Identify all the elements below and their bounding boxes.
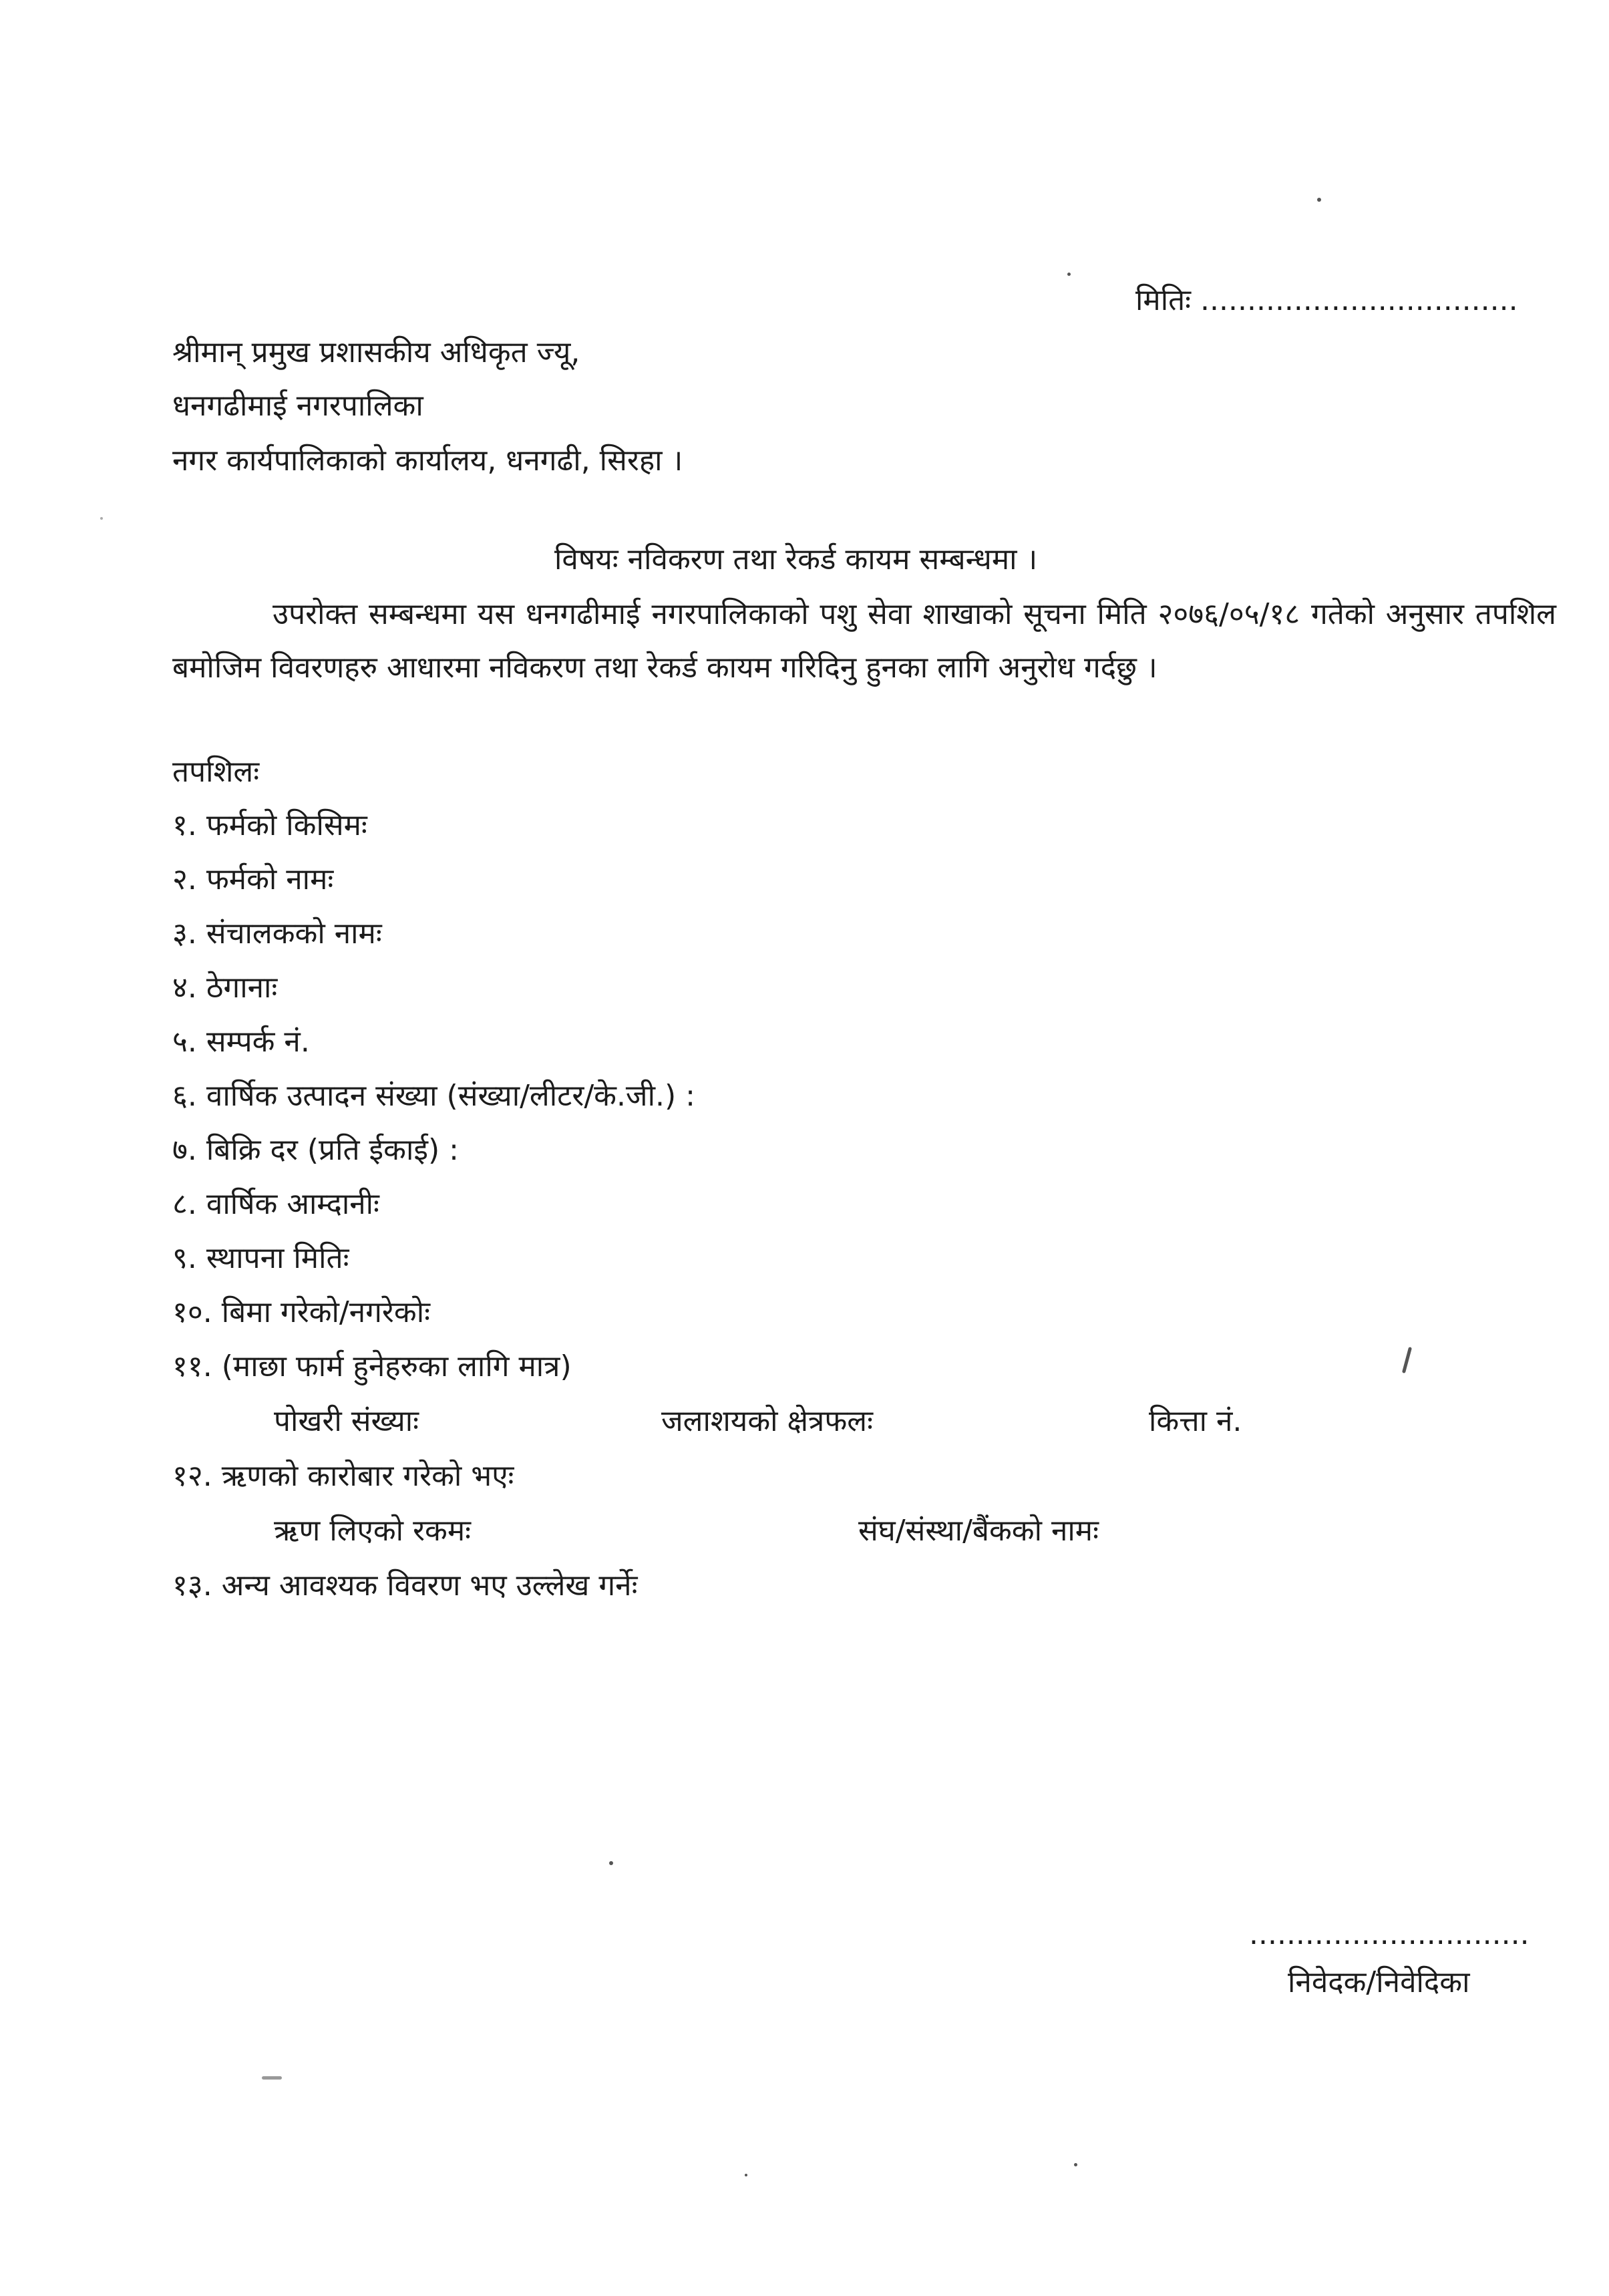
pond-count-label: पोखरी संख्याः [274, 1404, 419, 1438]
item-loan-transaction: १२. ऋणको कारोबार गरेको भएः [172, 1459, 514, 1493]
item-annual-income: ८. वार्षिक आम्दानीः [172, 1187, 379, 1221]
item-other-details: १३. अन्य आवश्यक विवरण भए उल्लेख गर्नेः [172, 1569, 638, 1603]
body-paragraph: उपरोक्त सम्बन्धमा यस धनगढीमाई नगरपालिकाको पशु सेवा शाखाको सूचना मिति २०७६/०५/१८ गतेको अनुसार तपशिल बमोजिम विवरणहरु आधारमा नविकरण तथा रेकर्ड कायम गरिदिनु हुनका लागि अनुरोध गर्दछु । [172, 597, 1556, 685]
item-annual-production: ६. वार्षिक उत्पादन संख्या (संख्या/लीटर/के.जी.) : [172, 1079, 695, 1113]
scan-speck [609, 1861, 613, 1865]
scan-speck [100, 517, 103, 520]
kitta-no-label: कित्ता नं. [1149, 1404, 1242, 1438]
signature-label: निवेदक/निवेदिका [1288, 1965, 1470, 1999]
addressee-line-3: नगर कार्यपालिकाको कार्यालय, धनगढी, सिरहा । [172, 444, 683, 478]
addressee-line-2: धनगढीमाई नगरपालिका [172, 389, 423, 423]
scan-speck [1074, 2163, 1077, 2166]
scan-speck [745, 2174, 747, 2176]
item-operator-name: ३. संचालकको नामः [172, 917, 382, 951]
scan-speck [1317, 198, 1321, 202]
scan-mark [262, 2076, 282, 2080]
item-sale-rate: ७. बिक्रि दर (प्रति ईकाई) : [172, 1133, 459, 1167]
item-farm-name: २. फर्मको नामः [172, 862, 334, 896]
tapashil-heading: तपशिलः [172, 755, 260, 789]
loan-amount-label: ऋण लिएको रकमः [274, 1514, 472, 1548]
date-line: मितिः .................................. [1135, 283, 1518, 317]
item-insurance: १०. बिमा गरेको/नगरेकोः [172, 1295, 430, 1329]
item-address: ४. ठेगानाः [172, 971, 278, 1005]
scan-mark [1402, 1347, 1412, 1373]
item-fish-farm-only: ११. (माछा फार्म हुनेहरुका लागि मात्र) [172, 1349, 572, 1383]
item-establishment-date: ९. स्थापना मितिः [172, 1241, 349, 1275]
reservoir-area-label: जलाशयको क्षेत्रफलः [661, 1404, 873, 1438]
scan-speck [1067, 273, 1071, 276]
item-farm-type: १. फर्मको किसिमः [172, 808, 367, 842]
addressee-line-1: श्रीमान् प्रमुख प्रशासकीय अधिकृत ज्यू, [172, 335, 580, 369]
institution-name-label: संघ/संस्था/बैंकको नामः [858, 1514, 1099, 1548]
signature-line: .............................. [1249, 1917, 1530, 1951]
item-contact-no: ५. सम्पर्क नं. [172, 1025, 310, 1059]
subject-line: विषयः नविकरण तथा रेकर्ड कायम सम्बन्धमा । [554, 542, 1038, 577]
